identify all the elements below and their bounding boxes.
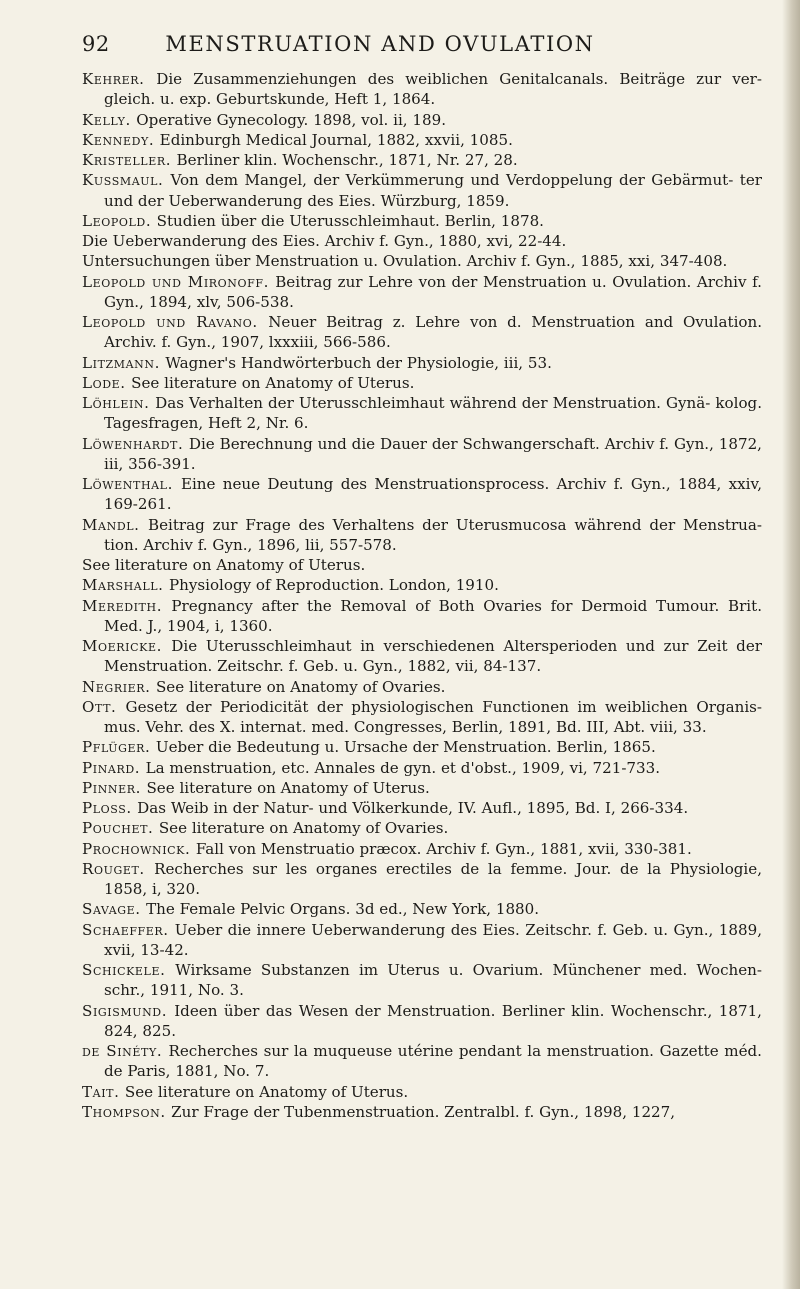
- reference-text: Edinburgh Medical Journal, 1882, xxvii, 1085.: [159, 130, 513, 149]
- reference-author: Leopold und Ravano.: [82, 313, 258, 331]
- page-header: [0, 32, 800, 62]
- reference-text: See literature on Anatomy of Uterus.: [82, 556, 366, 574]
- reference-author: Ploss.: [82, 799, 132, 817]
- reference-author: Marshall.: [82, 576, 164, 595]
- reference-text: Recherches sur la muqueuse utérine pendant la menstruation. Gazette méd. de Paris, 1881, No. 7.: [104, 1042, 762, 1081]
- bibliography-list: [82, 69, 762, 1122]
- reference-author: Schickele.: [82, 961, 166, 979]
- reference-author: Pflüger.: [82, 738, 151, 757]
- reference-text: See literature on Anatomy of Ovaries.: [155, 677, 446, 696]
- reference-text: See literature on Anatomy of Uterus.: [131, 373, 415, 392]
- reference-author: Moericke.: [82, 637, 162, 655]
- reference-entry: [82, 818, 762, 838]
- reference-text: Untersuchungen über Menstruation u. Ovulation. Archiv f. Gyn., 1885, xxi, 347-408.: [82, 252, 728, 271]
- reference-author: Löwenthal.: [82, 475, 173, 493]
- reference-entry: [82, 798, 762, 818]
- reference-entry: [82, 859, 762, 900]
- reference-author: Kelly.: [82, 110, 131, 129]
- reference-author: de Sinéty.: [82, 1042, 163, 1060]
- reference-entry: [82, 575, 762, 595]
- reference-text: Recherches sur les organes erectiles de la femme. Jour. de la Physiologie, 1858, i, 320.: [104, 859, 762, 898]
- reference-text: Die Ueberwanderung des Eies. Archiv f. Gyn., 1880, xvi, 22-44.: [82, 232, 567, 250]
- reference-text: Beitrag zur Lehre von der Menstruation u. Ovulation. Archiv f. Gyn., 1894, xlv, 506-538.: [104, 272, 762, 311]
- reference-entry: [82, 1082, 762, 1102]
- reference-entry: [82, 1041, 762, 1082]
- reference-text: Das Verhalten der Uterusschleimhaut während der Menstruation. Gynä- kolog. Tagesfragen, Heft 2, Nr. 6.: [104, 394, 762, 433]
- reference-text: Gesetz der Periodicität der physiologischen Functionen im weiblichen Organis- mus. Vehr. des X. internat. med. Congresses, Berlin, 1891, Bd. III, Abt. viii, 33.: [104, 697, 762, 736]
- reference-text: Wirksame Substanzen im Uterus u. Ovarium. Münchener med. Wochen- schr., 1911, No. 3.: [104, 961, 762, 1000]
- reference-text: Fall von Menstruatio præcox. Archiv f. Gyn., 1881, xvii, 330-381.: [195, 839, 692, 858]
- reference-entry: [82, 231, 762, 251]
- reference-entry: [82, 920, 762, 961]
- page-edge-shadow: [782, 0, 800, 1289]
- reference-author: Thompson.: [82, 1102, 166, 1121]
- reference-text: Das Weib in der Natur- und Völkerkunde, IV. Aufl., 1895, Bd. I, 266-334.: [137, 799, 689, 817]
- reference-author: Tait.: [82, 1082, 120, 1101]
- reference-entry: [82, 839, 762, 859]
- reference-entry: [82, 1001, 762, 1042]
- reference-author: Ott.: [82, 697, 117, 716]
- reference-entry: [82, 960, 762, 1001]
- reference-author: Schaeffer.: [82, 920, 169, 939]
- reference-text: Physiology of Reproduction. London, 1910.: [168, 576, 499, 595]
- reference-entry: [82, 737, 762, 757]
- reference-entry: [82, 150, 762, 170]
- reference-text: Operative Gynecology. 1898, vol. ii, 189.: [136, 110, 446, 129]
- reference-text: Berliner klin. Wochenschr., 1871, Nr. 27, 28.: [176, 151, 518, 169]
- reference-entry: [82, 1102, 762, 1122]
- reference-text: See literature on Anatomy of Uterus.: [146, 778, 430, 797]
- reference-text: Von dem Mangel, der Verkümmerung und Verdoppelung der Gebärmut- ter und der Ueberwanderung des Eies. Würzburg, 1859.: [104, 171, 763, 210]
- reference-text: Die Uterusschleimhaut in verschiedenen Altersperioden und zur Zeit der Menstruation. Zeitschr. f. Geb. u. Gyn., 1882, vii, 84-137.: [104, 637, 762, 676]
- reference-entry: [82, 677, 762, 697]
- reference-entry: [82, 272, 762, 313]
- reference-entry: [82, 110, 762, 130]
- reference-text: Pregnancy after the Removal of Both Ovaries for Dermoid Tumour. Brit. Med. J., 1904, i, 1360.: [104, 596, 762, 635]
- reference-author: Lode.: [82, 373, 126, 392]
- reference-text: Wagner's Handwörterbuch der Physiologie, iii, 53.: [165, 353, 552, 372]
- reference-author: Meredith.: [82, 596, 163, 615]
- reference-text: Neuer Beitrag z. Lehre von d. Menstruation and Ovulation. Archiv. f. Gyn., 1907, lxxxiii, 566-586.: [104, 313, 762, 352]
- reference-author: Kussmaul.: [82, 171, 164, 190]
- reference-author: Sigismund.: [82, 1001, 168, 1020]
- reference-author: Kristeller.: [82, 151, 172, 169]
- reference-text: La menstruation, etc. Annales de gyn. et d'obst., 1909, vi, 721-733.: [145, 758, 661, 777]
- reference-text: Die Zusammenziehungen des weiblichen Genitalcanals. Beiträge zur ver- gleich. u. exp. Geburtskunde, Heft 1, 1864.: [104, 70, 762, 109]
- reference-entry: [82, 434, 762, 475]
- reference-author: Kehrer.: [82, 70, 145, 88]
- reference-text: Die Berechnung und die Dauer der Schwangerschaft. Archiv f. Gyn., 1872, iii, 356-391.: [104, 434, 762, 473]
- reference-entry: [82, 251, 762, 271]
- reference-text: See literature on Anatomy of Uterus.: [124, 1082, 409, 1101]
- reference-author: Pouchet.: [82, 819, 154, 838]
- reference-author: Pinard.: [82, 758, 141, 777]
- reference-entry: [82, 899, 762, 919]
- reference-entry: [82, 758, 762, 778]
- reference-author: Pinner.: [82, 778, 142, 797]
- reference-entry: [82, 636, 762, 677]
- reference-entry: [82, 393, 762, 434]
- reference-text: Ueber die innere Ueberwanderung des Eies. Zeitschr. f. Geb. u. Gyn., 1889, xvii, 13-42.: [104, 920, 762, 959]
- reference-entry: [82, 211, 762, 231]
- reference-entry: [82, 474, 762, 515]
- reference-entry: [82, 170, 762, 211]
- reference-author: Löwenhardt.: [82, 434, 184, 453]
- reference-text: See literature on Anatomy of Ovaries.: [158, 819, 449, 838]
- reference-author: Kennedy.: [82, 130, 155, 149]
- reference-author: Leopold.: [82, 211, 152, 230]
- reference-entry: [82, 373, 762, 393]
- reference-author: Savage.: [82, 900, 141, 919]
- reference-text: Studien über die Uterusschleimhaut. Berlin, 1878.: [156, 211, 544, 230]
- reference-author: Negrier.: [82, 677, 151, 696]
- page-number: 92: [82, 32, 110, 56]
- reference-entry: [82, 69, 762, 110]
- reference-author: Leopold und Mironoff.: [82, 272, 269, 291]
- reference-text: Beitrag zur Frage des Verhaltens der Uterusmucosa während der Menstrua- tion. Archiv f. Gyn., 1896, lii, 557-578.: [104, 515, 763, 554]
- reference-author: Rouget.: [82, 859, 145, 878]
- reference-author: Mandl.: [82, 515, 140, 534]
- reference-entry: [82, 596, 762, 637]
- reference-entry: [82, 555, 762, 575]
- reference-entry: [82, 312, 762, 353]
- reference-text: The Female Pelvic Organs. 3d ed., New York, 1880.: [146, 900, 540, 919]
- reference-entry: [82, 515, 762, 556]
- reference-author: Litzmann.: [82, 353, 161, 372]
- reference-text: Eine neue Deutung des Menstruationsprocess. Archiv f. Gyn., 1884, xxiv, 169-261.: [104, 475, 762, 514]
- reference-author: Löhlein.: [82, 394, 150, 412]
- reference-text: Ueber die Bedeutung u. Ursache der Menstruation. Berlin, 1865.: [155, 738, 656, 757]
- reference-entry: [82, 697, 762, 738]
- reference-entry: [82, 353, 762, 373]
- running-title: MENSTRUATION AND OVULATION: [165, 32, 595, 56]
- reference-text: Ideen über das Wesen der Menstruation. Berliner klin. Wochenschr., 1871, 824, 825.: [104, 1001, 762, 1040]
- reference-text: Zur Frage der Tubenmenstruation. Zentralbl. f. Gyn., 1898, 1227,: [171, 1102, 676, 1121]
- reference-author: Prochownick.: [82, 839, 191, 858]
- reference-entry: [82, 778, 762, 798]
- reference-entry: [82, 130, 762, 150]
